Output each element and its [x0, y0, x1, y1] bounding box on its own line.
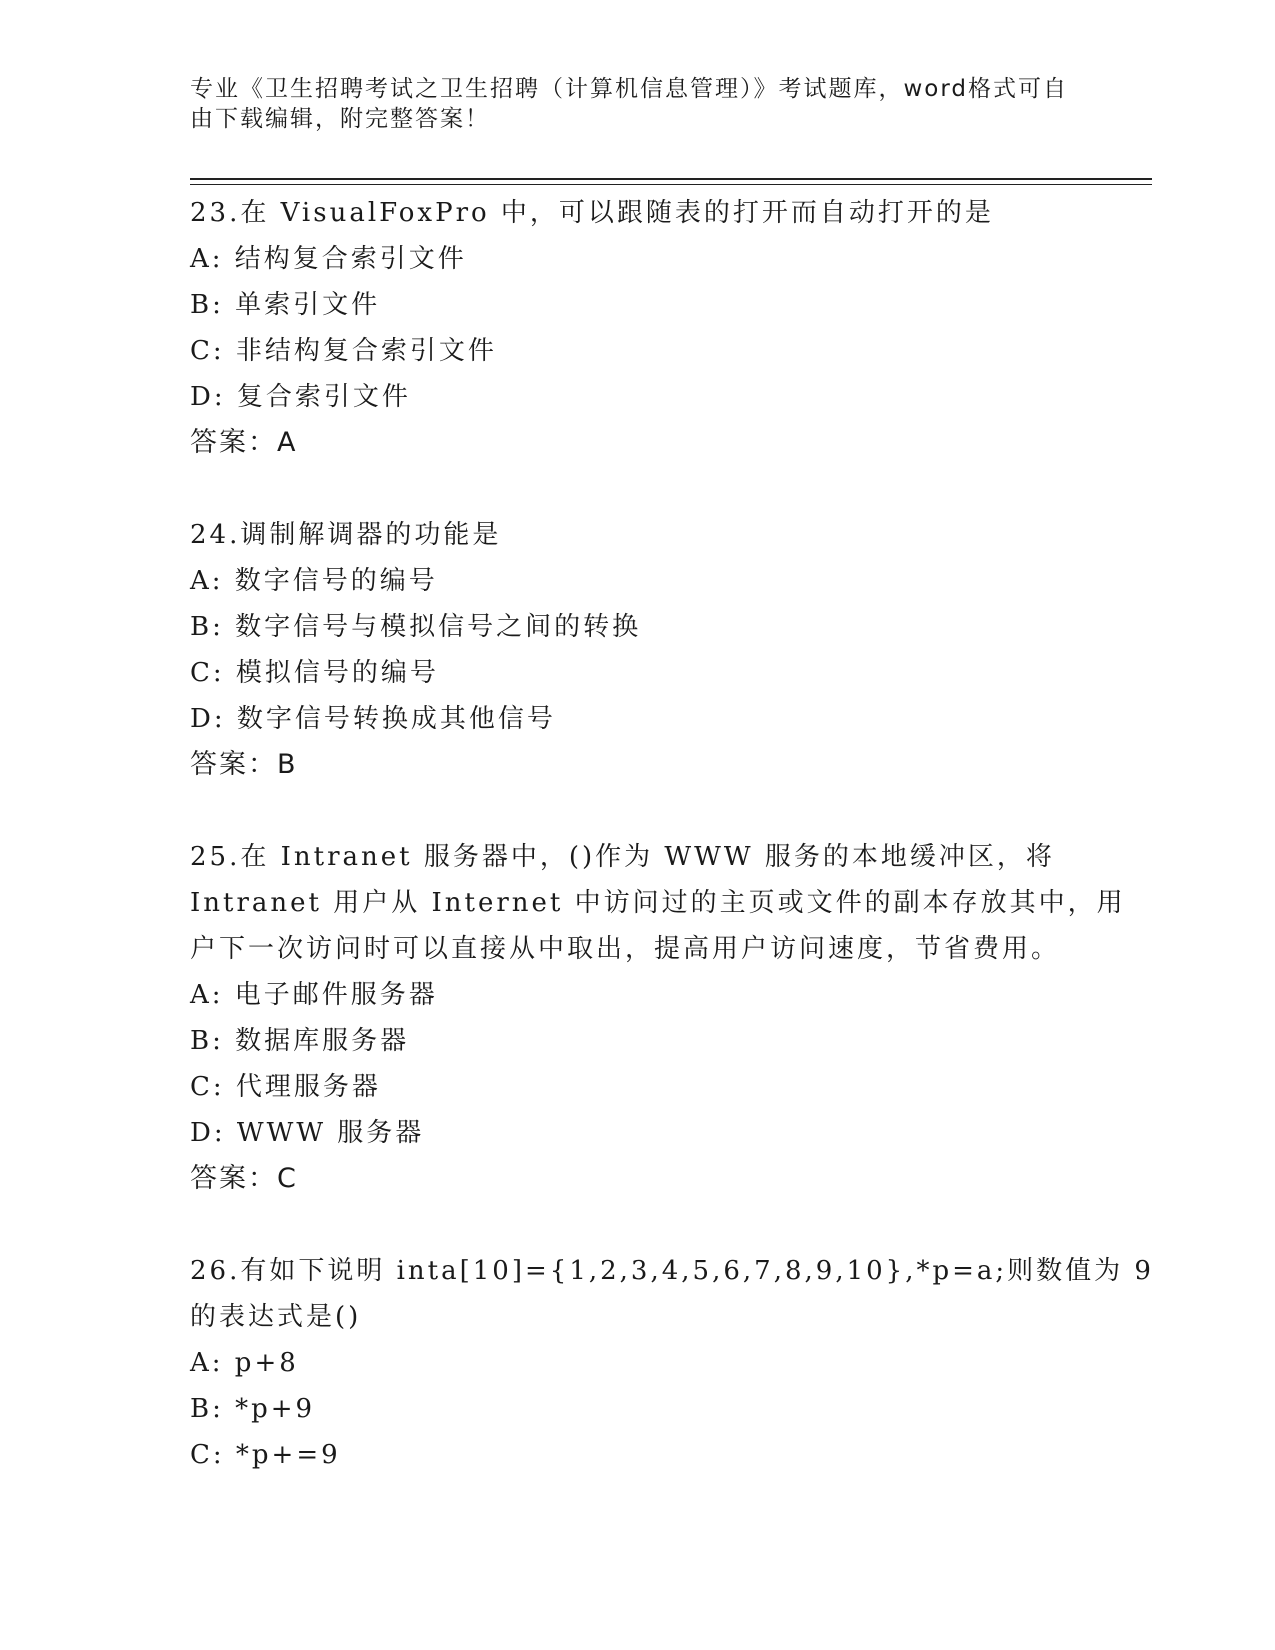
option-d: D: 复合索引文件: [190, 382, 411, 412]
header-divider-thick: [190, 178, 1152, 180]
question-24: [190, 512, 1090, 788]
option-b: B: 数据库服务器: [190, 1026, 410, 1056]
option-d: D: WWW 服务器: [190, 1118, 425, 1148]
option-c: C: 模拟信号的编号: [190, 658, 439, 688]
option-a: A: 电子邮件服务器: [190, 980, 438, 1010]
question-stem-line-1: 25.在 Intranet 服务器中，()作为 WWW 服务的本地缓冲区，将: [190, 842, 1055, 872]
option-a: A: 结构复合索引文件: [190, 244, 467, 274]
answer: 答案：C: [190, 1163, 298, 1194]
answer: 答案：A: [190, 427, 298, 458]
question-stem: 24.调制解调器的功能是: [190, 520, 502, 550]
header-line-1: 专业《卫生招聘考试之卫生招聘（计算机信息管理）》考试题库，word格式可自: [190, 76, 1069, 102]
question-25: [190, 834, 1126, 1202]
question-stem: 23.在 VisualFoxPro 中，可以跟随表的打开而自动打开的是: [190, 198, 994, 228]
option-c: C: *p+=9: [190, 1440, 341, 1470]
option-a: A: 数字信号的编号: [190, 566, 438, 596]
question-stem-line-1: 26.有如下说明 inta[10]={1,2,3,4,5,6,7,8,9,10},*p=a;则数值为 9: [190, 1256, 1154, 1286]
question-stem-line-2: 的表达式是(): [190, 1302, 362, 1332]
option-d: D: 数字信号转换成其他信号: [190, 704, 556, 734]
answer: 答案：B: [190, 749, 298, 780]
option-c: C: 代理服务器: [190, 1072, 381, 1102]
question-stem-line-3: 户下一次访问时可以直接从中取出，提高用户访问速度，节省费用。: [190, 934, 1061, 964]
header-line-2: 由下载编辑，附完整答案！: [190, 106, 490, 132]
document-header: [190, 74, 1070, 134]
option-b: B: *p+9: [190, 1394, 316, 1424]
option-b: B: 单索引文件: [190, 290, 381, 320]
option-a: A: p+8: [190, 1348, 299, 1378]
option-c: C: 非结构复合索引文件: [190, 336, 497, 366]
header-divider-thin: [190, 184, 1152, 185]
question-26: [190, 1248, 1154, 1478]
question-list: [190, 190, 1154, 1478]
question-stem-line-2: Intranet 用户从 Internet 中访问过的主页或文件的副本存放其中，用: [190, 888, 1126, 918]
question-23: [190, 190, 1090, 466]
option-b: B: 数字信号与模拟信号之间的转换: [190, 612, 642, 642]
